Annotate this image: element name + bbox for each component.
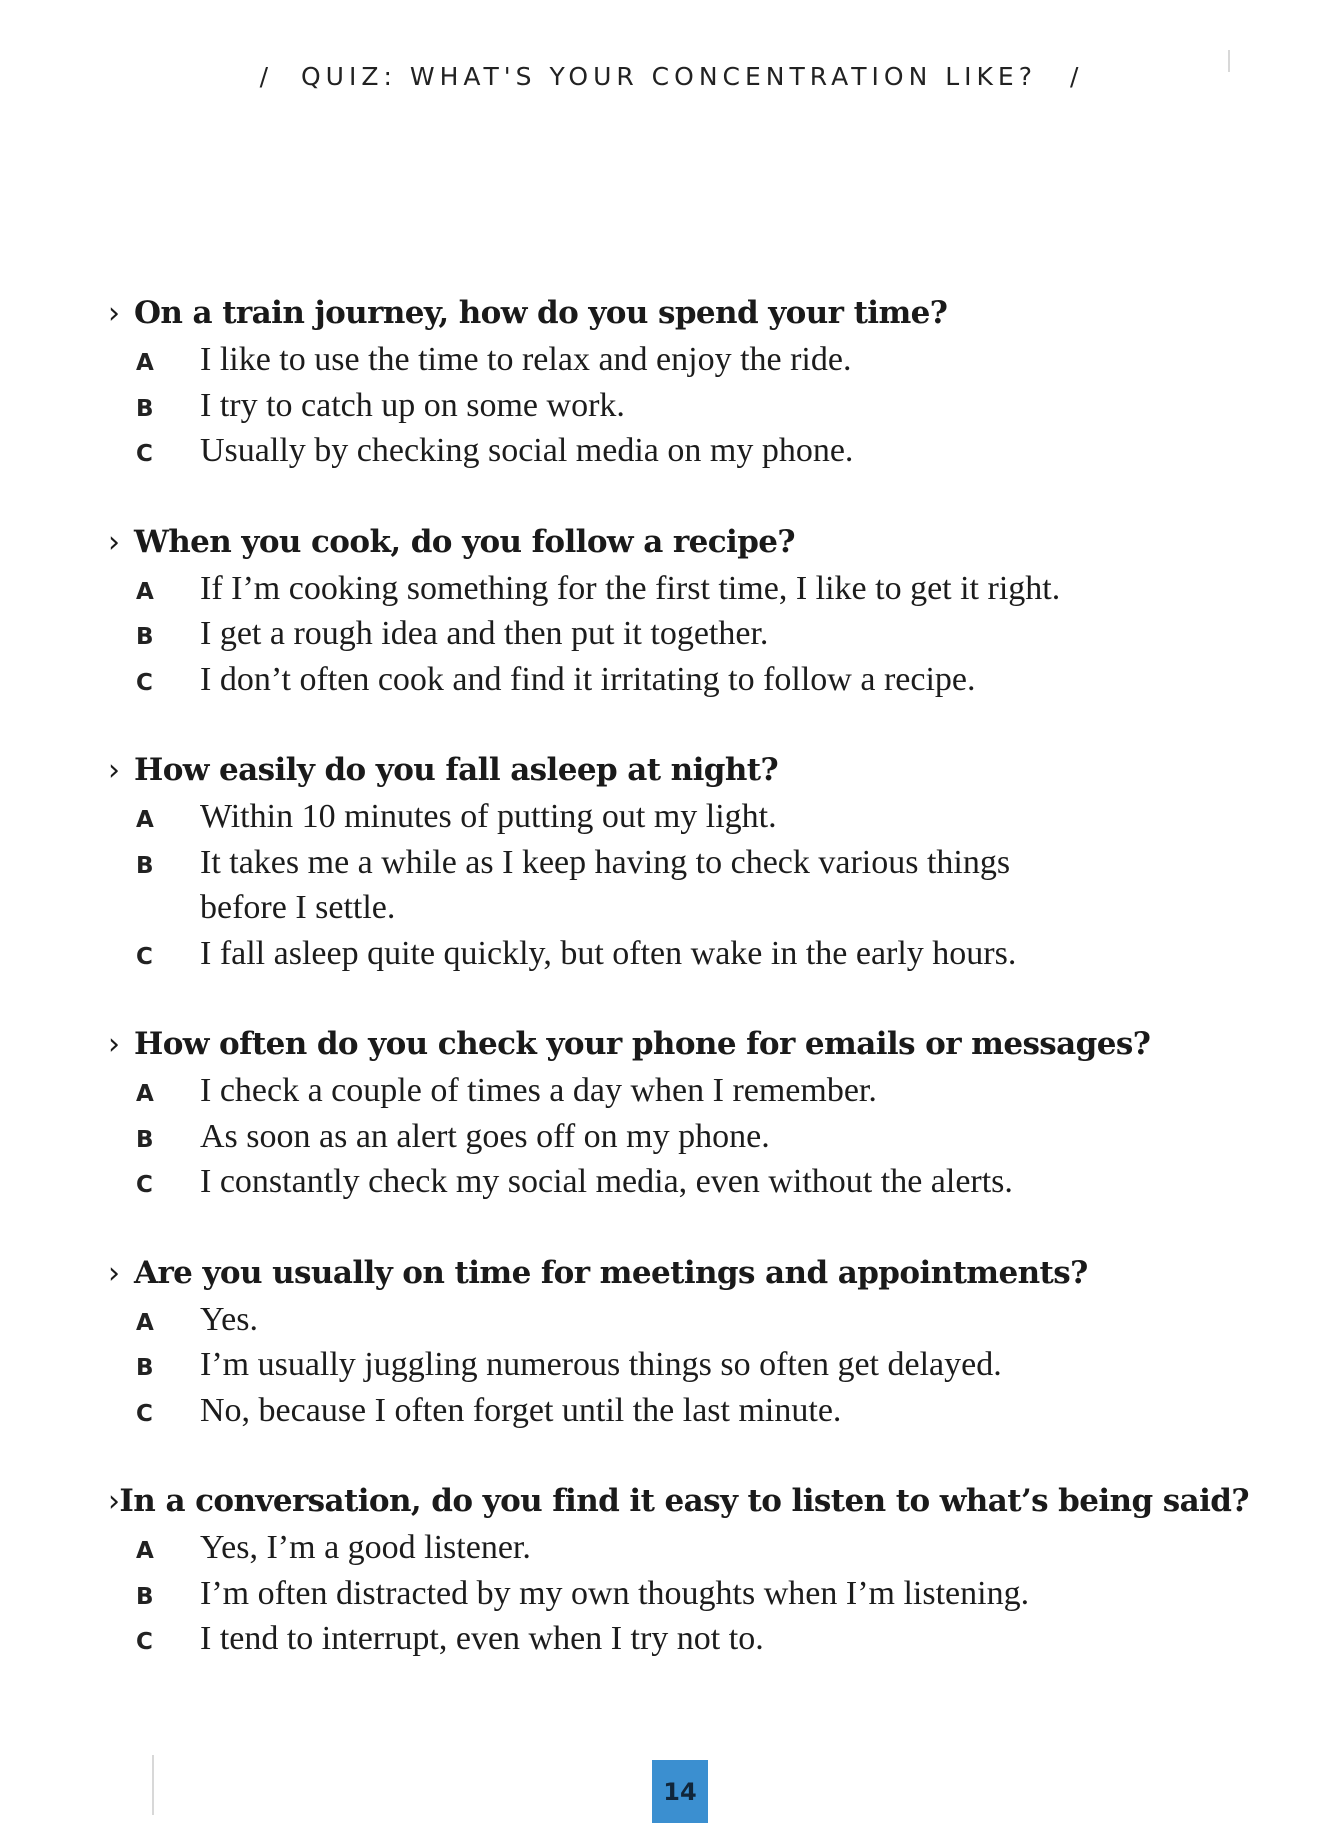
option-text: Within 10 minutes of putting out my light. <box>200 798 777 835</box>
option-text: Yes, I’m a good listener. <box>200 1529 531 1566</box>
option-a <box>136 1068 1248 1114</box>
question-6 <box>108 1478 1248 1662</box>
option-text: I check a couple of times a day when I remember. <box>200 1072 877 1109</box>
question-4 <box>108 1021 1248 1205</box>
scan-artifact-line <box>1228 50 1230 72</box>
option-a <box>136 1525 1248 1571</box>
option-letter: C <box>136 1400 153 1427</box>
option-text: If I’m cooking something for the first time, I like to get it right. <box>200 569 1061 607</box>
option-b <box>136 1114 1248 1160</box>
scan-artifact-line <box>152 1755 154 1815</box>
question-2 <box>108 519 1248 703</box>
option-text: I’m often distracted by my own thoughts when I’m listening. <box>200 1574 1030 1612</box>
option-text: I like to use the time to relax and enjoy the ride. <box>200 341 852 378</box>
option-letter: C <box>136 1629 153 1655</box>
option-a <box>136 566 1248 612</box>
question-text: When you cook, do you follow a recipe? <box>134 523 795 560</box>
option-a <box>136 1297 1248 1343</box>
header-slash-left: / <box>259 62 269 91</box>
question-text: How often do you check your phone for emails or messages? <box>134 1026 1151 1062</box>
option-letter: A <box>136 1309 154 1336</box>
option-text: Usually by checking social media on my phone. <box>200 432 854 469</box>
quiz-title: QUIZ: WHAT'S YOUR CONCENTRATION LIKE? <box>301 62 1037 91</box>
question-3 <box>108 747 1248 976</box>
option-text: Yes. <box>200 1300 258 1338</box>
option-text: I don’t often cook and find it irritating to follow a recipe. <box>200 660 976 698</box>
page-header <box>0 62 1338 91</box>
option-c <box>136 1388 1248 1434</box>
option-c <box>136 657 1248 703</box>
option-letter: A <box>136 350 154 376</box>
question-title <box>108 747 1248 794</box>
page-number-text: 14 <box>663 1777 697 1806</box>
option-c <box>136 428 1248 474</box>
header-slash-right: / <box>1069 62 1079 91</box>
chevron-right-icon: › <box>108 524 120 560</box>
question-text: On a train journey, how do you spend your time? <box>134 295 948 331</box>
question-text: Are you usually on time for meetings and appointments? <box>134 1254 1088 1291</box>
chevron-right-icon: › <box>108 1027 120 1062</box>
quiz-questions <box>108 290 1248 1707</box>
chevron-right-icon: › <box>108 1484 120 1519</box>
option-letter: C <box>136 943 153 970</box>
option-a <box>136 337 1248 383</box>
option-letter: A <box>136 578 154 605</box>
chevron-right-icon: › <box>108 1255 120 1291</box>
question-title <box>108 519 1248 566</box>
option-letter: A <box>136 1538 154 1564</box>
option-text: I get a rough idea and then put it together. <box>200 615 769 652</box>
option-text: I’m usually juggling numerous things so often get delayed. <box>200 1346 1002 1383</box>
question-title <box>108 1478 1248 1525</box>
option-c <box>136 1159 1248 1205</box>
question-title <box>108 1250 1248 1297</box>
question-1 <box>108 290 1248 474</box>
option-text: As soon as an alert goes off on my phone. <box>200 1117 770 1155</box>
option-text: No, because I often forget until the last minute. <box>200 1391 842 1429</box>
question-text: In a conversation, do you find it easy to listen to what’s being said? <box>119 1483 1249 1519</box>
question-5 <box>108 1250 1248 1434</box>
option-b <box>136 1342 1248 1388</box>
option-text: I try to catch up on some work. <box>200 386 625 424</box>
option-letter: B <box>136 624 154 650</box>
option-letter: A <box>136 1081 154 1107</box>
option-b <box>136 383 1248 429</box>
question-title <box>108 1021 1248 1068</box>
option-letter: B <box>136 1583 154 1610</box>
option-letter: B <box>136 852 154 879</box>
chevron-right-icon: › <box>108 296 120 331</box>
question-text: How easily do you fall asleep at night? <box>134 752 779 788</box>
option-letter: C <box>136 441 153 467</box>
option-c <box>136 931 1248 977</box>
option-b <box>136 840 1248 931</box>
option-letter: B <box>136 1126 154 1153</box>
option-text: I tend to interrupt, even when I try not to. <box>200 1620 764 1657</box>
option-text: It takes me a while as I keep having to check various things before I settle. <box>200 843 1011 926</box>
option-b <box>136 1571 1248 1617</box>
option-letter: B <box>136 1355 154 1381</box>
option-a <box>136 794 1248 840</box>
option-letter: B <box>136 395 154 422</box>
page-number <box>652 1760 708 1823</box>
question-title <box>108 290 1248 337</box>
option-b <box>136 611 1248 657</box>
option-letter: A <box>136 807 154 833</box>
option-text: I constantly check my social media, even without the alerts. <box>200 1163 1013 1200</box>
option-letter: C <box>136 1172 153 1198</box>
option-letter: C <box>136 669 153 696</box>
option-c <box>136 1616 1248 1662</box>
option-text: I fall asleep quite quickly, but often wake in the early hours. <box>200 934 1017 972</box>
chevron-right-icon: › <box>108 753 120 788</box>
